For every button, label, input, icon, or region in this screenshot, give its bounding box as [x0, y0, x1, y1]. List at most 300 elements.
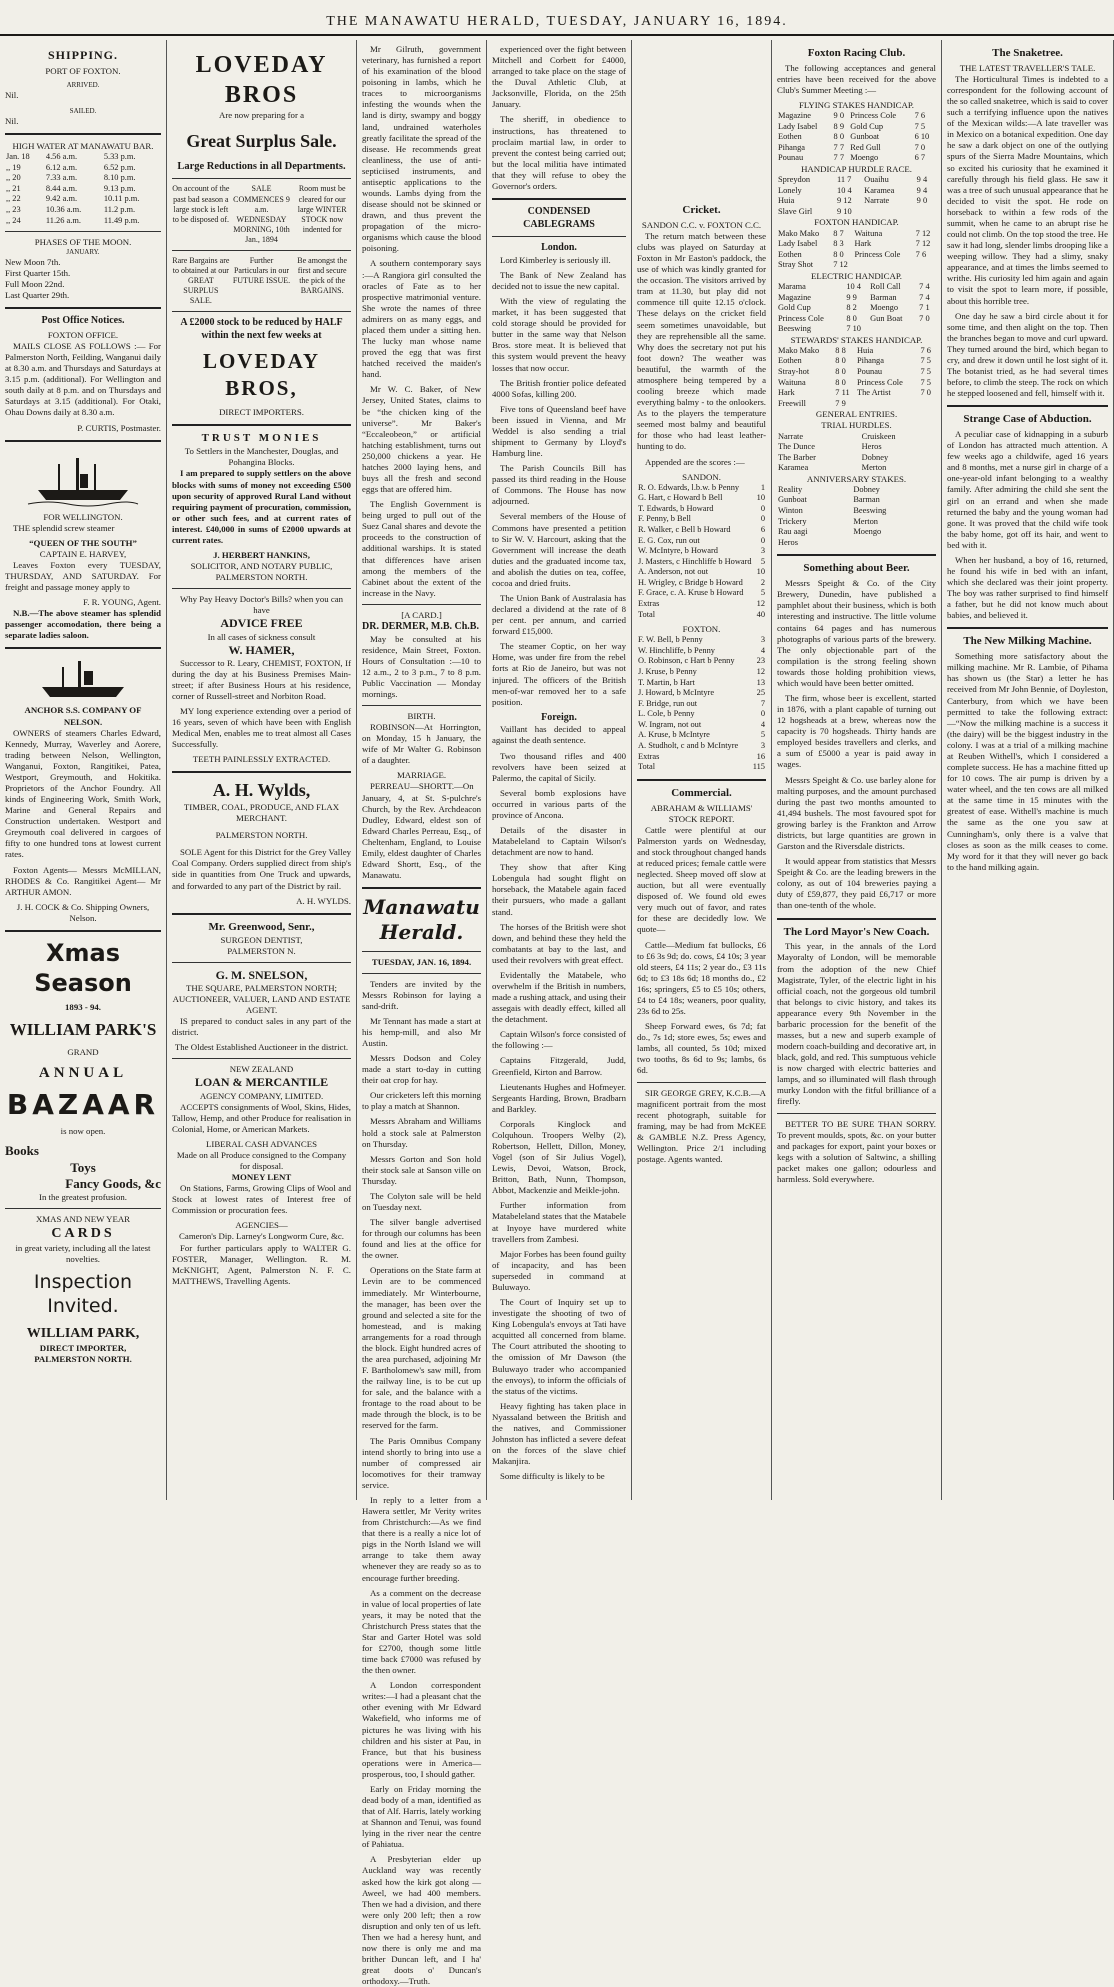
london-8: The Union Bank of Australasia has declared a dividend at the rate of 8 per cent. per annum, and carried forward £15,000.	[492, 592, 626, 637]
sandon-score-row	[637, 557, 766, 568]
foxton-handicap-cell: Eothen	[778, 249, 802, 259]
column-2	[167, 40, 357, 1500]
foxton-total-value: 115	[752, 762, 765, 772]
electric-cell: 7 1	[919, 303, 930, 313]
tide-date: ,, 23	[6, 204, 21, 214]
flying-cell: Princess Cole	[850, 111, 897, 121]
anniv-cell: Merton	[853, 516, 878, 526]
trial-cell: Heros	[861, 442, 882, 452]
cricket-match: SANDON C.C. v. FOXTON C.C.	[641, 219, 762, 230]
flying-cell: 7 6	[914, 111, 926, 121]
c3-para-4: The English Government is being urged to pull out of the Suez Canal shares and devote the proceeds to the construction of additional warships. It is stated that differences have arisen among the members of the Cabinet about the extent of the increase in the Navy.	[362, 499, 481, 598]
agency: AGENCY COMPANY, LIMITED.	[199, 1090, 324, 1101]
sandon-score-cell: W. McIntyre, b Howard	[638, 546, 718, 556]
stewards-cell: Hark	[778, 388, 795, 398]
foreign-11: Corporals Kinglock and Colquhoun. Troopers Welby (2), Robertson, Hellett, Dillon, Money, Vogel (son of Sir Julius Vogel), Lewis, Devoi, Watson, Brock, Britton, Bath, Nunn, Thompson, Abbot, Mackenzie and Meikle-john.	[492, 1118, 626, 1196]
stewards-cell	[919, 399, 936, 410]
sandon-score-cell: 10	[756, 567, 765, 577]
inspection-invited: Inspection Invited.	[33, 1271, 133, 1318]
stewards-cell: Pihanga	[856, 356, 884, 366]
foxton-handicap-table	[777, 229, 936, 271]
stewards-table	[777, 346, 936, 409]
foxton-total-row	[637, 762, 766, 773]
flying-cell: Eothen	[778, 132, 802, 142]
snelson-text: IS prepared to conduct sales in any part of the district.	[172, 1016, 351, 1038]
sandon-score-cell: 5	[760, 556, 765, 566]
flying-cell: Moengo	[850, 153, 879, 163]
stewards-cell	[856, 399, 919, 410]
stock-line: A £2000 stock to be reduced by HALF within the next few weeks at	[180, 317, 343, 341]
tide-pm: 10.11 p.m.	[103, 194, 140, 204]
trust-body: I am prepared to supply settlers on the above blocks with sums of money not exceeding £500 upon security of approved Rural Land without requiring payment of procuration, commission, or other such fees, and at current rates of interest. £40,000 in sums of £2000 upwards at current rates.	[172, 468, 351, 545]
flying-cell: 8 9	[833, 121, 844, 131]
agencies-text: Cameron's Dip. Larney's Longworm Cure, &c.	[179, 1231, 344, 1242]
moon-phase: Last Quarter 29th.	[5, 290, 70, 301]
tide-date: ,, 20	[6, 173, 21, 183]
foxton-score-row	[637, 730, 766, 741]
stewards-cell: Waituna	[778, 377, 806, 387]
flying-cell: 8 0	[833, 132, 844, 142]
sandon-score-cell: 3	[760, 546, 765, 556]
foxton-score-cell: J. Kruse, b Penny	[638, 666, 697, 676]
snaketree-1: The Horticultural Times is indebted to a correspondent for the following account of the so called snaketree, which is said to cover such a terrifying influence upon the natives of the Mexican wilds:—A late traveller was in Mexico on a botanical expedition. One day he saw a dark object on one of the outlying spurs of the Sierra Madre Mountains, which so excited his curiosity that he examined it carefully through his field glass. He saw it was a tree of such unusual appearance that he decided to visit the spot. He rode on horseback to within a few rods of the summit, when he came to an abrupt rise he could not climb. On the top stood the tree. He saw it had long, slender limbs drooping like a weeping willow. They had a slimy, snaky appearance, and at times the limbs seemed to writhe. His curiosity led him again and again to visit the spot to learn more, if possible, about this horrible tree.	[947, 73, 1108, 306]
hurdle-cell: Lonely	[778, 185, 802, 195]
teeth: TEETH PAINLESSLY EXTRACTED.	[192, 754, 331, 765]
anniv-cell: Moengo	[853, 527, 882, 537]
general-title: GENERAL ENTRIES.	[815, 409, 898, 420]
flying-row	[777, 153, 936, 164]
foreign-1: Vaillant has decided to appeal against the death sentence.	[492, 724, 626, 746]
anniv-cell: Beeswing	[853, 506, 887, 516]
news-5: Messrs Abraham and Williams hold a stock sale at Palmerston on Thursday.	[362, 1116, 481, 1149]
xmas-cards: XMAS AND NEW YEAR	[35, 1214, 131, 1225]
hurdle-row	[777, 175, 936, 186]
tide-pm: 11.49 p.m.	[103, 215, 140, 225]
post-title: Post Office Notices.	[41, 315, 125, 327]
port-label: PORT OF FOXTON.	[45, 66, 121, 77]
news-2: Mr Tennant has made a start at his hemp-mill, and also Mr Austin.	[362, 1015, 481, 1048]
marriage-text: PERREAU—SHORTT.—On January, 4, at St. S-pulchre's Church, by the Rev. Archdeacon Dudley, Edward, eldest son of Edward Charles Perreau, Esq., of Cheltenham, England, to Louise Emily, eldest daughter of Charles Edward Shortt, Esq., of the Manawatu.	[362, 781, 481, 881]
electric-cell	[869, 324, 918, 335]
hurdle-cell: Narrate	[864, 196, 890, 206]
flying-row	[777, 143, 936, 154]
foxton-score-row	[637, 699, 766, 710]
sandon-score-cell: J. Masters, c Hinchliffe b Howard	[638, 556, 752, 566]
tide-am: 7.33 a.m.	[45, 173, 78, 183]
foxton-score-cell: 5	[760, 730, 765, 740]
anniv-cell: Rau aagi	[778, 527, 808, 537]
abduction-1: A peculiar case of kidnapping in a suburb of London has attracted much attention. A few weeks ago a childwife, aged 16 years and 8 months, met a nurse girl in charge of a one-year-old infant belonging to a wealthy family. After admiring the child she sent the girl on an errand and when she made returned the baby and the young woman had gone. It was proved that the child wife took the baby home, got off its hair, and went to bed with it.	[947, 429, 1108, 550]
tide-row	[5, 173, 161, 184]
liberal-text: Made on all Produce consigned to the Company for disposal.	[176, 1149, 347, 1171]
hurdle-cell: Huia	[778, 196, 795, 206]
foxton-handicap-cell: 7 12	[915, 239, 931, 249]
foxton-score-cell: W. Hinchliffe, b Penny	[638, 645, 715, 655]
anniv-row	[777, 538, 936, 549]
hurdle-row	[777, 196, 936, 207]
direct-importers: DIRECT IMPORTERS.	[219, 407, 304, 418]
tide-am: 4.56 a.m.	[45, 152, 78, 162]
trial-row	[777, 453, 936, 464]
birth-title: BIRTH.	[407, 710, 436, 721]
column-4	[487, 40, 632, 1500]
card-label: [A CARD.]	[401, 609, 442, 620]
sandon-score-cell: 1	[760, 482, 765, 492]
wylds-text: SOLE Agent for this District for the Grey Valley Coal Company. Orders supplied direct from ship's side in quantities from One Truck and upwards, and forwarded to any part of the District by rail.	[172, 847, 351, 891]
foxton-score-cell: 16	[756, 751, 765, 761]
sickness: In all cases of sickness consult	[207, 631, 316, 642]
hurdle-cell: 9 4	[916, 175, 928, 185]
sandon-total-label: Total	[638, 609, 656, 619]
news-12: As a comment on the decrease in value of local properties of late years, it may be noted that the Christchurch Press states that the Star and Garter Hotel was sold for £2700, though some little time back £7000 was refused by the then owner.	[362, 1587, 481, 1676]
hamer-text: Successor to R. Leary, CHEMIST, FOXTON, If during the day at his Business Premises Main-street; if after Business Hours at his residence, corner of Russell-street and Norbiton Road.	[172, 657, 351, 701]
column-3	[357, 40, 487, 1987]
advice-free: ADVICE FREE	[220, 616, 303, 631]
greenwood: Mr. Greenwood, Senr.,	[208, 920, 315, 933]
stewards-cell: 7 5	[920, 356, 931, 366]
sandon-total-row	[637, 610, 766, 621]
hurdle-row	[777, 207, 936, 218]
stewards-cell: Mako Mako	[778, 345, 820, 355]
london-7: Several members of the House of Commons have presented a petition to Sir W. V. Harcourt, asking that the Government will increase the death duties and the graduated income tax, and abolish the duties on tea, coffee, cocoa and dried fruits.	[492, 511, 626, 588]
foxton-handicap-cell: 8 0	[833, 249, 844, 259]
foxton-handicap-cell: Waituna	[854, 228, 883, 238]
tide-date: Jan. 18	[6, 152, 30, 162]
sale-box-3: Room must be cleared for our large WINTER STOCK now indented for	[297, 184, 347, 234]
tide-date: ,, 19	[6, 162, 21, 172]
electric-cell: Magazine	[778, 292, 812, 302]
tide-row	[5, 205, 161, 216]
sandon-score-cell: 0	[760, 503, 765, 513]
trial-title: TRIAL HURDLES.	[821, 420, 892, 431]
electric-cell: 8 2	[846, 303, 857, 313]
london-5: Five tons of Queensland beef have been issued in Vienna, and Mr Weddel is also sending a trial shipment to Germany by Lloyd's Hamburg line.	[492, 403, 626, 459]
sale-boxes-bottom	[172, 256, 351, 306]
electric-cell: Marama	[778, 281, 806, 291]
foxton-score-row	[637, 667, 766, 678]
foxton-score-cell: 3	[760, 741, 765, 751]
trust-monies: TRUST MONIES	[201, 432, 322, 445]
tide-am: 9.42 a.m.	[45, 194, 78, 204]
foreign-7: Evidentally the Matabele, who overwhelm if the British in numbers, made a rushing attack, and using their assegais with deadly effect, killed all the detachment.	[492, 969, 626, 1025]
stewards-cell: Stray-hot	[778, 367, 810, 377]
foreign-15: Heavy fighting has taken place in Nyassaland between the British and the natives, and Commissioner Johnston has inflicted a severe defeat on the forces of the slave chief Makanjira.	[492, 1400, 626, 1467]
grey-portrait: SIR GEORGE GREY, K.C.B.—A magnificent portrait from the most recent photograph, suitable for framing, may be had from McKEE & GAMBLE N.Z. Press Agency, Wellington. Price 2/1 including postage. Agents wanted.	[637, 1087, 766, 1164]
foxton-handicap-cell: Hark	[854, 239, 872, 249]
foxton-score-cell: T. Martin, b Hart	[638, 677, 695, 687]
hurdle-cell: 9 4	[916, 185, 928, 195]
post-office: FOXTON OFFICE.	[47, 329, 119, 340]
flying-cell: Lady Isabel	[778, 121, 818, 131]
news-13: A London correspondent writes:—I had a pleasant chat the other evening with Mr Edward Wakefield, who informs me of pictures he was living with his children and his sister at Pau, in France, but that his business operations were in America—prosperous, too, I should gather.	[362, 1680, 481, 1779]
news-10: The Paris Omnibus Company intend shortly to bring into use a number of compressed air locomotives for their tramway service.	[362, 1435, 481, 1490]
electric-row	[777, 324, 936, 335]
foreign-10: Lieutenants Hughes and Hofmeyer. Sergeants Harding, Brown, Bradbarn and Barkley.	[492, 1081, 626, 1114]
sandon-score-row	[637, 599, 766, 610]
anchor-agents: Foxton Agents— Messrs McMILLAN, RHODES & Co. Rangitikei Agent— Mr ARTHUR AMON.	[5, 864, 161, 897]
foxton-handicap-cell: 8 7	[833, 228, 844, 238]
flying-cell: 7 0	[914, 142, 926, 152]
foxton-score-cell: 25	[756, 688, 765, 698]
tide-date: ,, 24	[6, 215, 21, 225]
tide-row	[5, 216, 161, 227]
anniv-table	[777, 485, 936, 548]
trial-row	[777, 442, 936, 453]
greenwood-palm: PALMERSTON N.	[227, 945, 296, 956]
stewards-row	[777, 399, 936, 410]
commercial-2: Cattle—Medium fat bullocks, £6 to £6 3s 9d; do. cows, £4 10s; 3 year old steers, £4 11s; 2 year do., £3 11s 6d; to £3 18s 6d; 18 months do., £2 16s; springers, £5 to £5 10s; others, £4 to £4 18s; weaners, poor quality, 23s 6d to 25s.	[637, 939, 766, 1017]
foxton-score-row	[637, 688, 766, 699]
trial-cell: Dobney	[861, 452, 889, 462]
electric-cell: Beeswing	[778, 324, 812, 334]
books: Books	[5, 1143, 39, 1159]
foxton-score-row	[637, 656, 766, 667]
loan-mercantile: LOAN & MERCANTILE	[194, 1075, 329, 1090]
abduction-2: When her husband, a boy of 16, returned, he found his wife in bed with an infant, which she declared was their joint property. The boy was rather surprised to find himself a father, but he did not know much about babies, and believed it.	[947, 554, 1108, 621]
fancy-goods: Fancy Goods, &c	[65, 1175, 161, 1191]
electric-cell	[918, 324, 936, 335]
foxton-score-cell: A. Kruse, b McIntyre	[638, 730, 710, 740]
trial-cell: Narrate	[778, 431, 804, 441]
sale-box-5: Further Particulars in our FUTURE ISSUE.	[232, 255, 291, 286]
beer-4: It would appear from statistics that Messrs Speight & Co. are the leading brewers in the colony, as out of 104 breweries paying a duty of £59,877, they paid £6,717 or more than one-tenth of the whole.	[777, 856, 936, 911]
foxton-handicap-cell: Princess Cole	[854, 249, 901, 259]
toys: Toys	[70, 1159, 96, 1175]
foxton-handicap-cell: 7 6	[915, 249, 927, 259]
flying-cell: 7 7	[833, 153, 844, 163]
news-15: A Presbyterian elder up Auckland way was recently asked how the kirk got along — Aweel, we had 400 members. Then we had a division, and there were only 200 left; then a row disruption and only ten of us left. Then we had a heresy hunt, and now there is only me and ma brither Duncan left, and I ha' great doots o' Duncan's orthodoxy.—Truth.	[362, 1854, 481, 1987]
dermer: DR. DERMER, M.B. Ch.B.	[362, 620, 479, 632]
column-6	[772, 40, 942, 1500]
snaketree-2: One day he saw a bird circle about it for some time, and then alight on the top. Then the branches began to move and curl upward. They turned around the bird, which began to cry, and drew it down until he lost sight of it. The botanist tried, as he had several times before, to climb the steep. The rock on which he stepped loosened and fell, himself with it.	[947, 310, 1108, 399]
surplus-sale: Great Surplus Sale.	[186, 130, 337, 151]
london-6: The Parish Councils Bill has passed its third reading in the House of Commons. The House has now adjourned.	[492, 463, 626, 507]
beer-1: Messrs Speight & Co. of the City Brewery, Dunedin, have published a pamphlet about their business, which is both interesting and instructive. The little volume contains 64 pages and has numerous photographs of various parts of the brewery. The only objectionable part of the compilation is the strong feeling shown towards those holding prohibition views, which would have been better omitted.	[777, 578, 936, 688]
sandon-title: SANDON.	[682, 471, 721, 482]
foxton-title: FOXTON.	[682, 624, 721, 635]
foxton-handicap-cell: Mako Mako	[778, 228, 820, 238]
sandon-score-row	[637, 504, 766, 515]
hurdle-title: HANDICAP HURDLE RACE.	[801, 164, 912, 175]
anniv-cell: Barman	[853, 495, 880, 505]
foxton-handicap-row	[777, 229, 936, 240]
flying-cell: Gold Cup	[850, 121, 884, 131]
stewards-row	[777, 367, 936, 378]
column-5	[632, 40, 772, 1500]
tide-row	[5, 152, 161, 163]
tide-am: 10.36 a.m.	[45, 204, 82, 214]
c4-para-1: experienced over the fight between Mitchell and Corbett for £4000, arranged to take place on the stage of the Duval Athletic Club, at Jacksonville, Florida, on the 25th January.	[492, 44, 626, 110]
anniv-cell: Winton	[778, 506, 803, 516]
experience: MY long experience extending over a period of 16 years, seven of which have been with English Medical Men, enables me to treat almost all Cases Successfully.	[172, 706, 351, 750]
william-park: WILLIAM PARK'S	[9, 1020, 157, 1040]
electric-table	[777, 282, 936, 335]
herald-nameplate: Manawatu Herald.	[363, 895, 480, 945]
foxton-score-cell: Extras	[638, 751, 660, 761]
electric-row	[777, 282, 936, 293]
sale-box-1: On account of the past bad season a large stock is left to be disposed of.	[172, 184, 230, 224]
electric-cell: Gun Boat	[870, 313, 903, 323]
hamer: W. HAMER,	[228, 642, 295, 657]
agent: F. R. YOUNG, Agent.	[83, 597, 161, 608]
beer-2: The firm, whose beer is excellent, started in 1876, with a plant capable of turning out 12 hogsheads at a brew, whereas now the capacity is 70 hogsheads. Thirty hands are employed besides travellers and clerks, and a sum of £5000 a year is paid away in wages.	[777, 693, 936, 770]
sailed-label: SAILED.	[69, 107, 97, 116]
sandon-total-value: 40	[756, 609, 765, 619]
foxton-score-cell: J. Howard, b McIntyre	[638, 688, 715, 698]
sandon-score-cell: 5	[760, 588, 765, 598]
wylds-title: A. H. Wylds,	[212, 780, 311, 801]
marriage-title: MARRIAGE.	[396, 770, 447, 781]
foxton-score-row	[637, 635, 766, 646]
loan-text: ACCEPTS consignments of Wool, Skins, Hides, Tallow, Hemp, and other Produce for realisation in Colonial, Home, or American Markets.	[172, 1101, 351, 1134]
stewards-cell: 8 0	[835, 367, 846, 377]
foxton-handicap-row	[777, 260, 936, 271]
steamer-name: “QUEEN OF THE SOUTH”	[29, 537, 137, 548]
electric-row	[777, 303, 936, 314]
sandon-score-cell: G. Hart, c Howard b Bell	[638, 493, 723, 503]
sandon-score-row	[637, 546, 766, 557]
sandon-score-row	[637, 525, 766, 536]
trial-cell: Cruiskeen	[861, 431, 896, 441]
sandon-score-cell: 6	[760, 524, 765, 534]
c3-para-2: A southern contemporary says :—A Rangiora girl consulted the oracles of Fate as to her prospective matrimonial venture. She wrote the names of three admirers on as many eggs, and placed them under a sitting hen. The lucky man whose name proved the egg that was first hatched received the maiden's hand.	[362, 258, 481, 380]
anniv-cell: Heros	[778, 537, 799, 547]
foxton-handicap-title: FOXTON HANDICAP.	[814, 217, 899, 228]
tide-pm: 8.10 p.m.	[103, 173, 136, 183]
tide-pm: 9.13 p.m.	[103, 183, 136, 193]
tide-table	[5, 152, 161, 226]
moon-phase: First Quarter 15th.	[5, 268, 71, 279]
stewards-cell: 7 5	[920, 377, 931, 387]
grand: GRAND	[67, 1046, 99, 1057]
flying-cell: 7 7	[833, 142, 844, 152]
cricket-title: Cricket.	[682, 204, 721, 216]
electric-cell: Barman	[870, 292, 897, 302]
tide-date: ,, 22	[6, 194, 21, 204]
sorry-ad: BETTER TO BE SURE THAN SORRY. To prevent moulds, spots, &c. on your butter and packages for export, paint your boxes or kegs with a solution of Saltwinc, a shilling packet makes one gallon; odourless and harmless. Sold everywhere.	[777, 1118, 936, 1184]
anniv-row	[777, 506, 936, 517]
foreign-6: The horses of the British were shot down, and behind these they held the combatants at bay to the last, and used their revolvers with great effect.	[492, 921, 626, 965]
steamer-schedule: Leaves Foxton every TUESDAY, THURSDAY, AND SATURDAY. For freight and passage money apply to	[5, 559, 161, 593]
tide-pm: 5.33 p.m.	[103, 152, 136, 162]
foxton-score-row	[637, 752, 766, 763]
electric-row	[777, 293, 936, 304]
flying-table	[777, 111, 936, 164]
trust-text: To Settlers in the Manchester, Douglas, and Pohangina Blocks.	[184, 446, 339, 468]
foxton-score-cell: 13	[756, 677, 765, 687]
racing-intro: The following acceptances and general entries have been received for the above Club's Summer Meeting :—	[777, 62, 936, 96]
moon-phase: New Moon 7th.	[5, 256, 61, 267]
stewards-cell: 7 6	[920, 345, 931, 355]
electric-cell: 10 4	[846, 281, 861, 291]
ship-illustration	[28, 448, 138, 508]
sandon-score-cell: 2	[760, 577, 765, 587]
sandon-score-cell: E. G. Cox, run out	[638, 535, 700, 545]
why-pay: Why Pay Heavy Doctor's Bills? when you can have	[179, 594, 344, 616]
oldest: The Oldest Established Auctioneer in the district.	[174, 1042, 349, 1053]
greatest-profusion: In the greatest profusion.	[39, 1192, 127, 1203]
milking-title: The New Milking Machine.	[963, 635, 1092, 648]
foxton-score-cell: W. Ingram, not out	[638, 719, 702, 729]
post-text: MAILS CLOSE AS FOLLOWS :— For Palmerston North, Feilding, Wanganui daily at 8.30 a.m. and Thursdays and Saturdays at 3.15 p.m. (additional). For Wellington and south daily at 8 p.m. and on Thursdays and Saturdays at 3.15 (additional). For Otaki, Ohau Downs daily at 8.30 a.m.	[5, 340, 161, 418]
electric-cell: 7 4	[919, 292, 930, 302]
stock-report: ABRAHAM & WILLIAMS' STOCK REPORT.	[650, 802, 753, 824]
news-8: The silver bangle advertised for through our columns has been found and lies at the office for the owner.	[362, 1217, 481, 1261]
flying-row	[777, 111, 936, 122]
wylds-palm: PALMERSTON NORTH.	[215, 830, 308, 841]
hurdle-row	[777, 186, 936, 197]
foreign-4: Details of the disaster in Matabeleland to Captain Wilson's detachment are now to hand.	[492, 824, 626, 858]
foxton-score-cell: 3	[760, 635, 765, 645]
loveday-title-2: LOVEDAY BROS,	[202, 349, 321, 400]
foreign-13: Major Forbes has been found guilty of incapacity, and has been superseded in command at Buluwayo.	[492, 1248, 626, 1292]
anchor-text: OWNERS of steamers Charles Edward, Kennedy, Murray, Waverley and Aorere, trading between Nelson, Wellington, Wanganui, Foxton, Rangitikei, Patea, Westport, Greymouth, and Hokitika. Proprietors of the Anchor Foundry. All kinds of Engineering Work, Smith Work, Marine and General Repairs and Construction undertaken. Westport and Greymouth coal delivered in cargoes of fifty to one hundred tons at lowest current rates.	[5, 727, 161, 860]
tide-pm: 11.2 p.m.	[103, 204, 136, 214]
flying-cell: Pounau	[778, 153, 804, 163]
stewards-cell: Pounau	[856, 367, 883, 377]
hurdle-cell: 11 7	[837, 175, 852, 185]
tide-row	[5, 163, 161, 174]
beer-3: Messrs Speight & Co. use barley alone for malting purposes, and the amount purchased during the past two months amounted to 41,494 bushels. The most favoured spot for growing barley is the Frankton and Arrow districts, but large quantities are grown in Garston and the Riversdale districts.	[777, 774, 936, 852]
money-text: On Stations, Farms, Growing Clips of Wool and Stock at lowest rates of Interest free of Commission or procuration fees.	[172, 1183, 351, 1216]
flying-cell: 6 7	[914, 153, 926, 163]
commercial-3: Sheep Forward ewes, 6s 7d; fat do., 7s 1d; store ewes, 5s; ewes and lambs, all counted, 5s 10d; mixed two tooths, 8s 6d to 9s; lambs, 6s 6d.	[637, 1021, 766, 1076]
foxton-score-row	[637, 646, 766, 657]
flying-cell: Magazine	[778, 111, 812, 121]
news-4: Our cricketers left this morning to play a match at Shannon.	[362, 1090, 481, 1112]
foreign-9: Captains Fitzgerald, Judd, Greenfield, Kirton and Barrow.	[492, 1055, 626, 1077]
foxton-handicap-row	[777, 239, 936, 250]
news-6: Messrs Gorton and Son hold their stock sale at Sanson ville on Thursday.	[362, 1153, 481, 1186]
further: For further particulars apply to WALTER G. FOSTER, Manager, Wellington. R. M. McKNIGHT, Agent, Palmerston N. F. C. MATTHEWS, Travelling Agents.	[172, 1242, 351, 1286]
stewards-cell: Eothen	[778, 356, 802, 366]
electric-cell: 8 0	[846, 313, 857, 323]
flying-cell: 9 0	[833, 111, 844, 121]
stewards-cell: 7 9	[835, 398, 846, 408]
london-9: The steamer Coptic, on her way Home, was under fire from the rebel forts at Rio de Janeiro, but was not injured. The officers of the British men-of-war removed her to a safe position.	[492, 641, 626, 707]
london-4: The British frontier police defeated 4000 Sofas, killing 200.	[492, 377, 626, 399]
foxton-handicap-cell: Stray Shot	[778, 260, 814, 270]
shipping-title: SHIPPING.	[47, 48, 118, 62]
tide-row	[5, 194, 161, 205]
london-1: Lord Kimberley is seriously ill.	[500, 254, 611, 265]
birth-text: ROBINSON—At Horrington, on Monday, 15 h January, the wife of Mr Walter G. Robinson of a daughter.	[362, 722, 481, 766]
foxton-handicap-cell	[915, 260, 936, 271]
electric-cell: Princess Cole	[778, 313, 824, 323]
xmas-year: 1893 - 94.	[65, 1002, 101, 1013]
news-3: Messrs Dodson and Coley made a start to-day in cutting their oat crop for hay.	[362, 1053, 481, 1086]
foxton-score-cell: F. Bridge, run out	[638, 698, 698, 708]
beer-title: Something about Beer.	[803, 562, 910, 575]
foxton-score-cell: F. W. Bell, b Penny	[638, 635, 703, 645]
stewards-cell: 7 11	[835, 388, 850, 398]
news-14: Early on Friday morning the dead body of a man, identified as that of Alf. Harris, lately working at Shannon and Tenui, was found lying in the river near the centre of Pahiatua.	[362, 1783, 481, 1850]
sandon-score-cell: 12	[756, 599, 765, 609]
wp-signature: WILLIAM PARK,	[26, 1326, 140, 1342]
anniv-cell: Reality	[778, 484, 803, 494]
electric-cell: Gold Cup	[778, 303, 811, 313]
sandon-score-cell: 0	[760, 514, 765, 524]
trial-row	[777, 463, 936, 474]
stewards-cell: Freewill	[778, 398, 806, 408]
anchor-signature: J. H. COCK & Co. Shipping Owners, Nelson.	[16, 901, 150, 923]
tide-am: 11.26 a.m.	[45, 215, 81, 225]
abduction-title: Strange Case of Abduction.	[963, 413, 1092, 426]
electric-cell: 7 10	[846, 324, 861, 334]
hurdle-cell: 9 0	[916, 196, 928, 206]
london-3: With the view of regulating the market, it has been suggested that cold storage should be provided for butter in the same way that Nelson Bros. store meat. It is believed that this system would prevent the heavy losses that now occur.	[492, 296, 626, 373]
electric-cell: 7 4	[919, 281, 930, 291]
